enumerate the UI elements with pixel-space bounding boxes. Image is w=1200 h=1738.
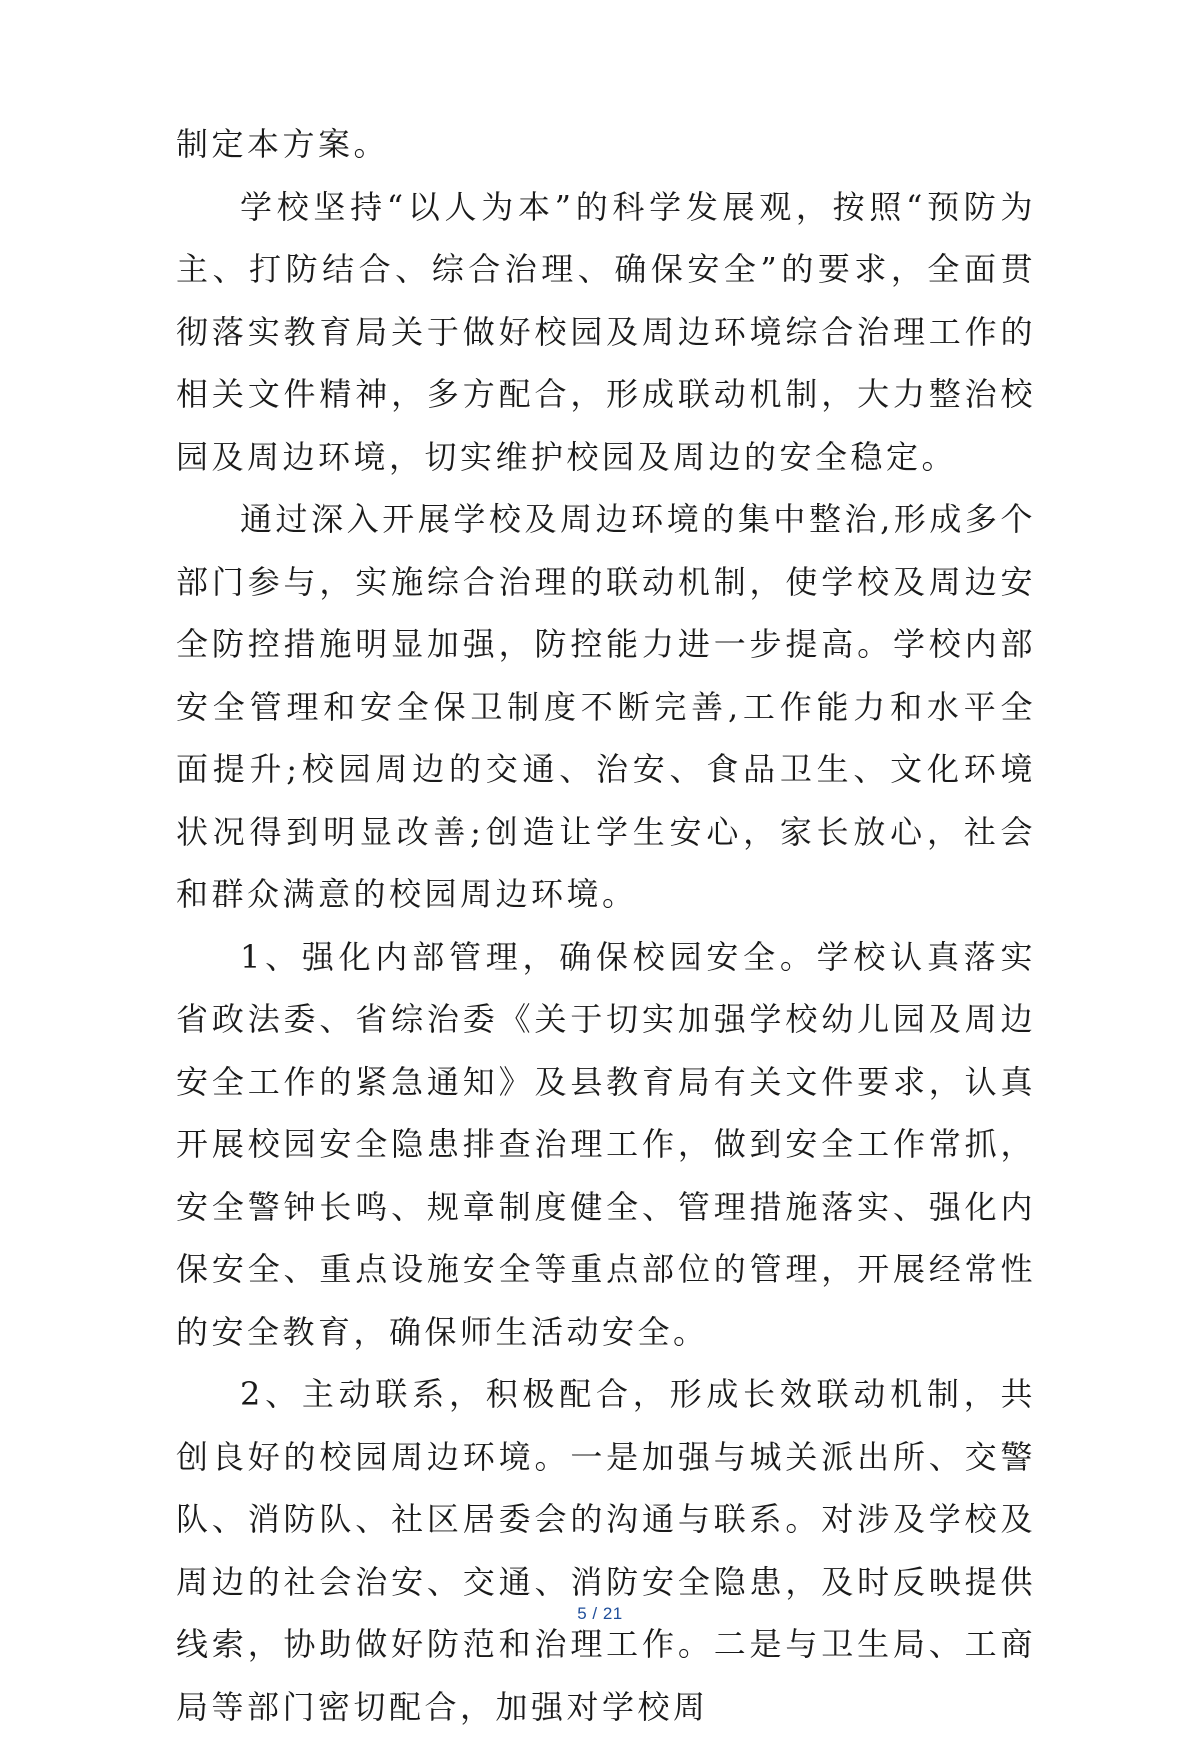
paragraph-continuation: 制定本方案。 (176, 125, 390, 163)
paragraph-item-1: 1、强化内部管理，确保校园安全。学校认真落实省政法委、省综治委《关于切实加强学校幼儿园及周边安全工作的紧急通知》及县教育局有关文件要求，认真开展校园安全隐患排查治理工作，做到安全工作常抓，安全警钟长鸣、规章制度健全、管理措施落实、强化内保安全、重点设施安全等重点部位的管理，开展经常性的安全教育，确保师生活动安全。 (176, 937, 1036, 1351)
page-number: 5 / 21 (577, 1604, 623, 1623)
body-text (176, 113, 1036, 1738)
paragraph-item-2: 2、主动联系，积极配合，形成长效联动机制，共创良好的校园周边环境。一是加强与城关派出所、交警队、消防队、社区居委会的沟通与联系。对涉及学校及周边的社会治安、交通、消防安全隐患，及时反映提供线索，协助做好防范和治理工作。二是与卫生局、工商局等部门密切配合，加强对学校周 (176, 1375, 1036, 1726)
paragraph-goals: 通过深入开展学校及周边环境的集中整治,形成多个部门参与，实施综合治理的联动机制，使学校及周边安全防控措施明显加强，防控能力进一步提高。学校内部安全管理和安全保卫制度不断完善,工作能力和水平全面提升;校园周边的交通、治安、食品卫生、文化环境状况得到明显改善;创造让学生安心，家长放心，社会和群众满意的校园周边环境。 (176, 500, 1036, 913)
paragraph-school-principle: 学校坚持“以人为本”的科学发展观，按照“预防为主、打防结合、综合治理、确保安全”的要求，全面贯彻落实教育局关于做好校园及周边环境综合治理工作的相关文件精神，多方配合，形成联动机制，大力整治校园及周边环境，切实维护校园及周边的安全稳定。 (176, 187, 1036, 476)
